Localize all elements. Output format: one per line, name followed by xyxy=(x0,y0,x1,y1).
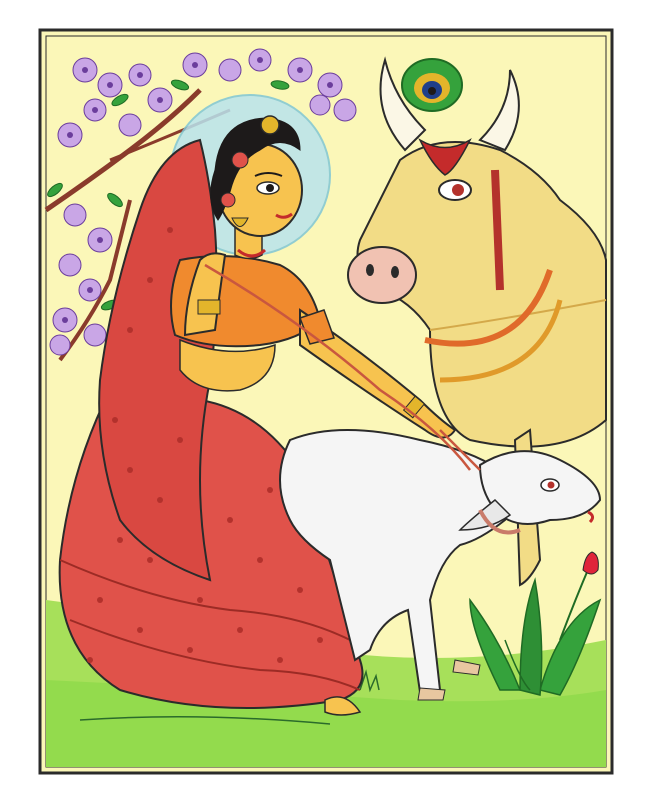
peacock-feather xyxy=(402,59,462,111)
